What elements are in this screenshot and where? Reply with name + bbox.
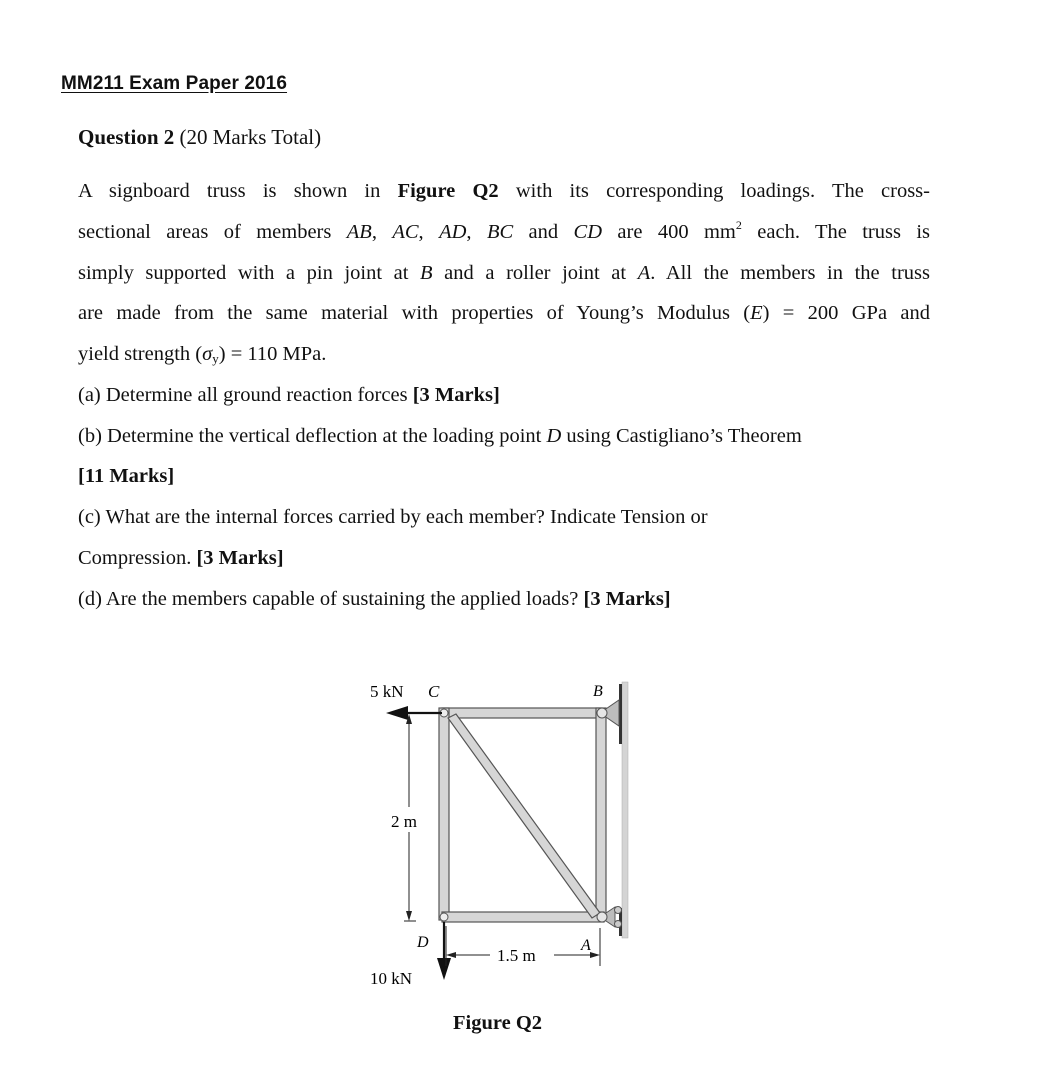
part-c-cont: Compression. [3 Marks]: [78, 547, 284, 569]
question-title: [78, 125, 321, 150]
paragraph-line-2: sectional areas of members AB, AC, AD, BC and CD are 400 $mm^2$ each. The truss is: [78, 218, 931, 243]
part-b-marks-line: [78, 465, 174, 488]
figure-caption: Figure Q2: [453, 1012, 543, 1034]
paragraph-line-1: A signboard truss is shown in Figure Q2 with its corresponding loadings. The cross-: [78, 180, 930, 202]
width-dim-label: 1.5 m: [497, 946, 536, 965]
member-ac: [448, 714, 600, 918]
truss-diagram: [360, 670, 660, 990]
joint-c-label: C: [428, 682, 440, 701]
load-arrow-c: [386, 706, 442, 720]
part-b: (b) Determine the vertical deflection at the loading point D using Castigliano’s Theorem: [78, 425, 802, 447]
joint-d-label: D: [417, 934, 429, 951]
joint-d: [440, 913, 448, 921]
figure-reference: Figure Q2: [397, 180, 499, 202]
part-b-marks: [11 Marks]: [78, 465, 175, 487]
load-c-label: 5 kN: [370, 682, 404, 701]
load-arrow-d: [437, 922, 451, 980]
part-c-marks: [3 Marks]: [196, 547, 284, 569]
joint-a-label: A: [581, 937, 591, 954]
joint-b-label: B: [593, 683, 603, 700]
member-ab: [596, 708, 606, 920]
member-da: [442, 912, 604, 922]
exam-header: MM211 Exam Paper 2016: [61, 73, 288, 94]
paragraph-line-4: are made from the same material with properties of Young’s Modulus (E) = 200 GPa and: [78, 302, 930, 324]
question-number: Question 2: [78, 125, 175, 149]
wall-support: [619, 682, 628, 938]
part-a: (a) Determine all ground reaction forces [3 Marks]: [78, 384, 500, 406]
question-marks-total: (20 Marks Total): [174, 125, 322, 149]
paragraph-line-3: simply supported with a pin joint at B and a roller joint at A. All the members in the truss: [78, 262, 930, 284]
part-d-marks: [3 Marks]: [583, 588, 671, 610]
member-cd: [439, 708, 449, 920]
height-dim-label: 2 m: [391, 812, 417, 831]
part-a-marks: [3 Marks]: [412, 384, 500, 406]
truss-figure: [360, 670, 660, 990]
member-cb: [442, 708, 602, 718]
load-d-label: 10 kN: [370, 969, 413, 988]
part-c: (c) What are the internal forces carried by each member? Indicate Tension or: [78, 506, 708, 528]
paragraph-line-5: yield strength $(\sigma_y) = 110$ MPa.: [78, 343, 327, 366]
part-d: (d) Are the members capable of sustaining the applied loads? [3 Marks]: [78, 588, 671, 610]
